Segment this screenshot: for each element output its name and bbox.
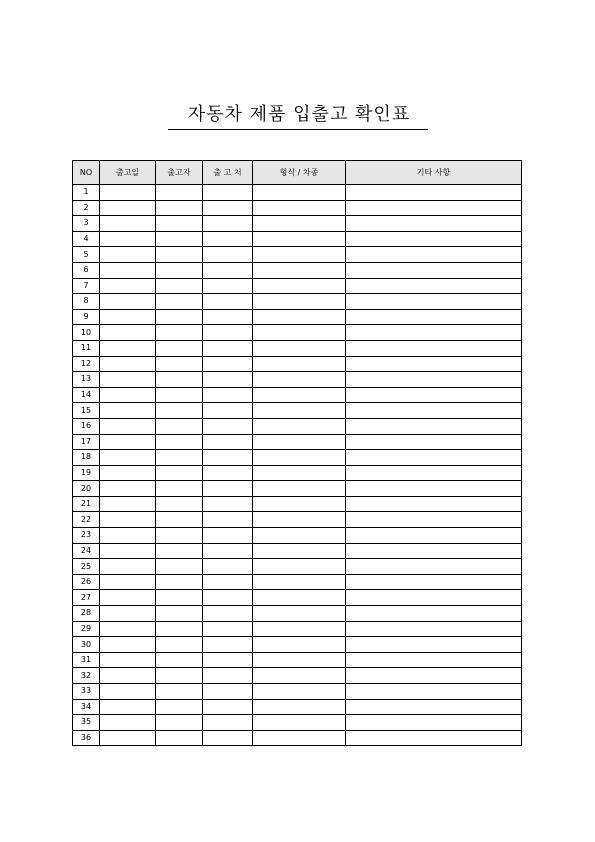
table-row bbox=[73, 294, 522, 310]
model-type-cell[interactable] bbox=[253, 216, 346, 232]
model-type-cell[interactable] bbox=[253, 403, 346, 419]
shipper-cell[interactable] bbox=[156, 231, 203, 247]
row-number: 33 bbox=[73, 684, 100, 700]
model-type-cell[interactable] bbox=[253, 372, 346, 388]
shipper-cell[interactable] bbox=[156, 340, 203, 356]
shipper-cell[interactable] bbox=[156, 559, 203, 575]
row-number: 10 bbox=[73, 325, 100, 341]
title-underline bbox=[168, 129, 428, 130]
row-number: 15 bbox=[73, 403, 100, 419]
destination-cell[interactable] bbox=[203, 200, 253, 216]
remarks-cell[interactable] bbox=[346, 418, 522, 434]
shipper-cell[interactable] bbox=[156, 450, 203, 466]
destination-cell[interactable] bbox=[203, 730, 253, 746]
destination-cell[interactable] bbox=[203, 559, 253, 575]
shipper-cell[interactable] bbox=[156, 278, 203, 294]
row-number: 24 bbox=[73, 543, 100, 559]
destination-cell[interactable] bbox=[203, 403, 253, 419]
shipper-cell[interactable] bbox=[156, 262, 203, 278]
table-row bbox=[73, 231, 522, 247]
table-row bbox=[73, 387, 522, 403]
remarks-cell[interactable] bbox=[346, 652, 522, 668]
table-row bbox=[73, 621, 522, 637]
shipper-cell[interactable] bbox=[156, 185, 203, 201]
remarks-cell[interactable] bbox=[346, 528, 522, 544]
ship-date-cell[interactable] bbox=[100, 434, 156, 450]
shipper-cell[interactable] bbox=[156, 574, 203, 590]
remarks-cell[interactable] bbox=[346, 294, 522, 310]
model-type-cell[interactable] bbox=[253, 481, 346, 497]
remarks-cell[interactable] bbox=[346, 699, 522, 715]
row-number: 7 bbox=[73, 278, 100, 294]
header-no: NO bbox=[73, 161, 100, 185]
row-number: 32 bbox=[73, 668, 100, 684]
model-type-cell[interactable] bbox=[253, 231, 346, 247]
shipper-cell[interactable] bbox=[156, 496, 203, 512]
remarks-cell[interactable] bbox=[346, 496, 522, 512]
table-row bbox=[73, 325, 522, 341]
ship-date-cell[interactable] bbox=[100, 403, 156, 419]
remarks-cell[interactable] bbox=[346, 387, 522, 403]
table-row bbox=[73, 403, 522, 419]
shipper-cell[interactable] bbox=[156, 621, 203, 637]
ship-date-cell[interactable] bbox=[100, 387, 156, 403]
table-row bbox=[73, 247, 522, 263]
shipper-cell[interactable] bbox=[156, 684, 203, 700]
ship-date-cell[interactable] bbox=[100, 481, 156, 497]
remarks-cell[interactable] bbox=[346, 325, 522, 341]
remarks-cell[interactable] bbox=[346, 309, 522, 325]
model-type-cell[interactable] bbox=[253, 652, 346, 668]
ship-date-cell[interactable] bbox=[100, 465, 156, 481]
ship-date-cell[interactable] bbox=[100, 684, 156, 700]
row-number: 3 bbox=[73, 216, 100, 232]
ship-date-cell[interactable] bbox=[100, 294, 156, 310]
row-number: 22 bbox=[73, 512, 100, 528]
row-number: 12 bbox=[73, 356, 100, 372]
table-row bbox=[73, 684, 522, 700]
table-row bbox=[73, 481, 522, 497]
shipper-cell[interactable] bbox=[156, 372, 203, 388]
model-type-cell[interactable] bbox=[253, 496, 346, 512]
shipper-cell[interactable] bbox=[156, 465, 203, 481]
model-type-cell[interactable] bbox=[253, 684, 346, 700]
model-type-cell[interactable] bbox=[253, 450, 346, 466]
model-type-cell[interactable] bbox=[253, 621, 346, 637]
ship-date-cell[interactable] bbox=[100, 559, 156, 575]
inout-confirmation-table bbox=[72, 160, 522, 746]
ship-date-cell[interactable] bbox=[100, 512, 156, 528]
destination-cell[interactable] bbox=[203, 216, 253, 232]
shipper-cell[interactable] bbox=[156, 606, 203, 622]
table-row bbox=[73, 465, 522, 481]
table-row bbox=[73, 590, 522, 606]
ship-date-cell[interactable] bbox=[100, 590, 156, 606]
model-type-cell[interactable] bbox=[253, 340, 346, 356]
ship-date-cell[interactable] bbox=[100, 496, 156, 512]
remarks-cell[interactable] bbox=[346, 403, 522, 419]
row-number: 16 bbox=[73, 418, 100, 434]
shipper-cell[interactable] bbox=[156, 403, 203, 419]
remarks-cell[interactable] bbox=[346, 200, 522, 216]
destination-cell[interactable] bbox=[203, 185, 253, 201]
remarks-cell[interactable] bbox=[346, 574, 522, 590]
ship-date-cell[interactable] bbox=[100, 528, 156, 544]
destination-cell[interactable] bbox=[203, 637, 253, 653]
remarks-cell[interactable] bbox=[346, 278, 522, 294]
shipper-cell[interactable] bbox=[156, 668, 203, 684]
shipper-cell[interactable] bbox=[156, 200, 203, 216]
ship-date-cell[interactable] bbox=[100, 231, 156, 247]
ship-date-cell[interactable] bbox=[100, 356, 156, 372]
table-row bbox=[73, 372, 522, 388]
destination-cell[interactable] bbox=[203, 434, 253, 450]
ship-date-cell[interactable] bbox=[100, 340, 156, 356]
remarks-cell[interactable] bbox=[346, 637, 522, 653]
model-type-cell[interactable] bbox=[253, 387, 346, 403]
destination-cell[interactable] bbox=[203, 262, 253, 278]
model-type-cell[interactable] bbox=[253, 668, 346, 684]
ship-date-cell[interactable] bbox=[100, 278, 156, 294]
destination-cell[interactable] bbox=[203, 668, 253, 684]
table-row bbox=[73, 699, 522, 715]
model-type-cell[interactable] bbox=[253, 543, 346, 559]
destination-cell[interactable] bbox=[203, 372, 253, 388]
destination-cell[interactable] bbox=[203, 325, 253, 341]
destination-cell[interactable] bbox=[203, 418, 253, 434]
remarks-cell[interactable] bbox=[346, 481, 522, 497]
row-number: 1 bbox=[73, 185, 100, 201]
remarks-cell[interactable] bbox=[346, 372, 522, 388]
row-number: 35 bbox=[73, 715, 100, 731]
row-number: 4 bbox=[73, 231, 100, 247]
row-number: 9 bbox=[73, 309, 100, 325]
table-row bbox=[73, 715, 522, 731]
row-number: 17 bbox=[73, 434, 100, 450]
destination-cell[interactable] bbox=[203, 340, 253, 356]
row-number: 26 bbox=[73, 574, 100, 590]
shipper-cell[interactable] bbox=[156, 309, 203, 325]
header-ship-date: 출고일 bbox=[100, 161, 156, 185]
remarks-cell[interactable] bbox=[346, 543, 522, 559]
destination-cell[interactable] bbox=[203, 590, 253, 606]
ship-date-cell[interactable] bbox=[100, 652, 156, 668]
remarks-cell[interactable] bbox=[346, 185, 522, 201]
model-type-cell[interactable] bbox=[253, 730, 346, 746]
model-type-cell[interactable] bbox=[253, 606, 346, 622]
row-number: 21 bbox=[73, 496, 100, 512]
shipper-cell[interactable] bbox=[156, 715, 203, 731]
destination-cell[interactable] bbox=[203, 652, 253, 668]
shipper-cell[interactable] bbox=[156, 730, 203, 746]
ship-date-cell[interactable] bbox=[100, 247, 156, 263]
row-number: 18 bbox=[73, 450, 100, 466]
header-destination: 출 고 처 bbox=[203, 161, 253, 185]
table-row bbox=[73, 216, 522, 232]
remarks-cell[interactable] bbox=[346, 730, 522, 746]
ship-date-cell[interactable] bbox=[100, 309, 156, 325]
ship-date-cell[interactable] bbox=[100, 372, 156, 388]
model-type-cell[interactable] bbox=[253, 325, 346, 341]
shipper-cell[interactable] bbox=[156, 247, 203, 263]
remarks-cell[interactable] bbox=[346, 465, 522, 481]
table-row bbox=[73, 185, 522, 201]
shipper-cell[interactable] bbox=[156, 325, 203, 341]
destination-cell[interactable] bbox=[203, 481, 253, 497]
remarks-cell[interactable] bbox=[346, 606, 522, 622]
destination-cell[interactable] bbox=[203, 231, 253, 247]
row-number: 28 bbox=[73, 606, 100, 622]
ship-date-cell[interactable] bbox=[100, 216, 156, 232]
row-number: 19 bbox=[73, 465, 100, 481]
model-type-cell[interactable] bbox=[253, 247, 346, 263]
destination-cell[interactable] bbox=[203, 512, 253, 528]
remarks-cell[interactable] bbox=[346, 216, 522, 232]
remarks-cell[interactable] bbox=[346, 262, 522, 278]
destination-cell[interactable] bbox=[203, 606, 253, 622]
destination-cell[interactable] bbox=[203, 294, 253, 310]
remarks-cell[interactable] bbox=[346, 590, 522, 606]
ship-date-cell[interactable] bbox=[100, 325, 156, 341]
row-number: 27 bbox=[73, 590, 100, 606]
destination-cell[interactable] bbox=[203, 574, 253, 590]
remarks-cell[interactable] bbox=[346, 434, 522, 450]
model-type-cell[interactable] bbox=[253, 574, 346, 590]
shipper-cell[interactable] bbox=[156, 481, 203, 497]
model-type-cell[interactable] bbox=[253, 434, 346, 450]
ship-date-cell[interactable] bbox=[100, 668, 156, 684]
table-row bbox=[73, 450, 522, 466]
shipper-cell[interactable] bbox=[156, 356, 203, 372]
destination-cell[interactable] bbox=[203, 715, 253, 731]
table-row bbox=[73, 496, 522, 512]
row-number: 23 bbox=[73, 528, 100, 544]
row-number: 30 bbox=[73, 637, 100, 653]
destination-cell[interactable] bbox=[203, 278, 253, 294]
remarks-cell[interactable] bbox=[346, 450, 522, 466]
shipper-cell[interactable] bbox=[156, 528, 203, 544]
row-number: 34 bbox=[73, 699, 100, 715]
ship-date-cell[interactable] bbox=[100, 715, 156, 731]
destination-cell[interactable] bbox=[203, 247, 253, 263]
remarks-cell[interactable] bbox=[346, 684, 522, 700]
shipper-cell[interactable] bbox=[156, 387, 203, 403]
shipper-cell[interactable] bbox=[156, 543, 203, 559]
table-body bbox=[73, 185, 522, 746]
table-row bbox=[73, 262, 522, 278]
destination-cell[interactable] bbox=[203, 309, 253, 325]
model-type-cell[interactable] bbox=[253, 309, 346, 325]
table-row bbox=[73, 356, 522, 372]
ship-date-cell[interactable] bbox=[100, 418, 156, 434]
model-type-cell[interactable] bbox=[253, 356, 346, 372]
table-row bbox=[73, 652, 522, 668]
model-type-cell[interactable] bbox=[253, 185, 346, 201]
remarks-cell[interactable] bbox=[346, 231, 522, 247]
shipper-cell[interactable] bbox=[156, 699, 203, 715]
row-number: 20 bbox=[73, 481, 100, 497]
ship-date-cell[interactable] bbox=[100, 699, 156, 715]
destination-cell[interactable] bbox=[203, 543, 253, 559]
destination-cell[interactable] bbox=[203, 684, 253, 700]
row-number: 6 bbox=[73, 262, 100, 278]
ship-date-cell[interactable] bbox=[100, 543, 156, 559]
model-type-cell[interactable] bbox=[253, 590, 346, 606]
ship-date-cell[interactable] bbox=[100, 730, 156, 746]
header-remarks: 기타 사항 bbox=[346, 161, 522, 185]
destination-cell[interactable] bbox=[203, 465, 253, 481]
document-title: 자동차 제품 입출고 확인표 bbox=[187, 104, 411, 125]
row-number: 5 bbox=[73, 247, 100, 263]
table-header-row bbox=[73, 161, 522, 185]
table-row bbox=[73, 418, 522, 434]
model-type-cell[interactable] bbox=[253, 699, 346, 715]
model-type-cell[interactable] bbox=[253, 200, 346, 216]
header-shipper: 출고자 bbox=[156, 161, 203, 185]
row-number: 36 bbox=[73, 730, 100, 746]
ship-date-cell[interactable] bbox=[100, 185, 156, 201]
table-row bbox=[73, 730, 522, 746]
ship-date-cell[interactable] bbox=[100, 450, 156, 466]
row-number: 11 bbox=[73, 340, 100, 356]
shipper-cell[interactable] bbox=[156, 418, 203, 434]
model-type-cell[interactable] bbox=[253, 465, 346, 481]
destination-cell[interactable] bbox=[203, 450, 253, 466]
destination-cell[interactable] bbox=[203, 356, 253, 372]
table-row bbox=[73, 559, 522, 575]
model-type-cell[interactable] bbox=[253, 512, 346, 528]
row-number: 8 bbox=[73, 294, 100, 310]
model-type-cell[interactable] bbox=[253, 418, 346, 434]
row-number: 2 bbox=[73, 200, 100, 216]
table-row bbox=[73, 200, 522, 216]
shipper-cell[interactable] bbox=[156, 652, 203, 668]
model-type-cell[interactable] bbox=[253, 559, 346, 575]
model-type-cell[interactable] bbox=[253, 715, 346, 731]
table-row bbox=[73, 434, 522, 450]
table-row bbox=[73, 637, 522, 653]
table-row bbox=[73, 543, 522, 559]
remarks-cell[interactable] bbox=[346, 559, 522, 575]
shipper-cell[interactable] bbox=[156, 294, 203, 310]
model-type-cell[interactable] bbox=[253, 294, 346, 310]
header-model-type: 형식 / 차종 bbox=[253, 161, 346, 185]
row-number: 29 bbox=[73, 621, 100, 637]
row-number: 13 bbox=[73, 372, 100, 388]
remarks-cell[interactable] bbox=[346, 668, 522, 684]
table-row bbox=[73, 606, 522, 622]
row-number: 31 bbox=[73, 652, 100, 668]
remarks-cell[interactable] bbox=[346, 340, 522, 356]
remarks-cell[interactable] bbox=[346, 356, 522, 372]
table-row bbox=[73, 574, 522, 590]
table-row bbox=[73, 668, 522, 684]
row-number: 14 bbox=[73, 387, 100, 403]
table-row bbox=[73, 512, 522, 528]
ship-date-cell[interactable] bbox=[100, 262, 156, 278]
model-type-cell[interactable] bbox=[253, 262, 346, 278]
shipper-cell[interactable] bbox=[156, 434, 203, 450]
ship-date-cell[interactable] bbox=[100, 637, 156, 653]
table-row bbox=[73, 340, 522, 356]
destination-cell[interactable] bbox=[203, 699, 253, 715]
remarks-cell[interactable] bbox=[346, 512, 522, 528]
model-type-cell[interactable] bbox=[253, 278, 346, 294]
destination-cell[interactable] bbox=[203, 387, 253, 403]
shipper-cell[interactable] bbox=[156, 216, 203, 232]
remarks-cell[interactable] bbox=[346, 247, 522, 263]
table-row bbox=[73, 309, 522, 325]
row-number: 25 bbox=[73, 559, 100, 575]
ship-date-cell[interactable] bbox=[100, 621, 156, 637]
destination-cell[interactable] bbox=[203, 528, 253, 544]
destination-cell[interactable] bbox=[203, 496, 253, 512]
ship-date-cell[interactable] bbox=[100, 606, 156, 622]
destination-cell[interactable] bbox=[203, 621, 253, 637]
model-type-cell[interactable] bbox=[253, 528, 346, 544]
table-row bbox=[73, 528, 522, 544]
shipper-cell[interactable] bbox=[156, 637, 203, 653]
ship-date-cell[interactable] bbox=[100, 200, 156, 216]
remarks-cell[interactable] bbox=[346, 621, 522, 637]
shipper-cell[interactable] bbox=[156, 590, 203, 606]
model-type-cell[interactable] bbox=[253, 637, 346, 653]
remarks-cell[interactable] bbox=[346, 715, 522, 731]
table-row bbox=[73, 278, 522, 294]
ship-date-cell[interactable] bbox=[100, 574, 156, 590]
shipper-cell[interactable] bbox=[156, 512, 203, 528]
